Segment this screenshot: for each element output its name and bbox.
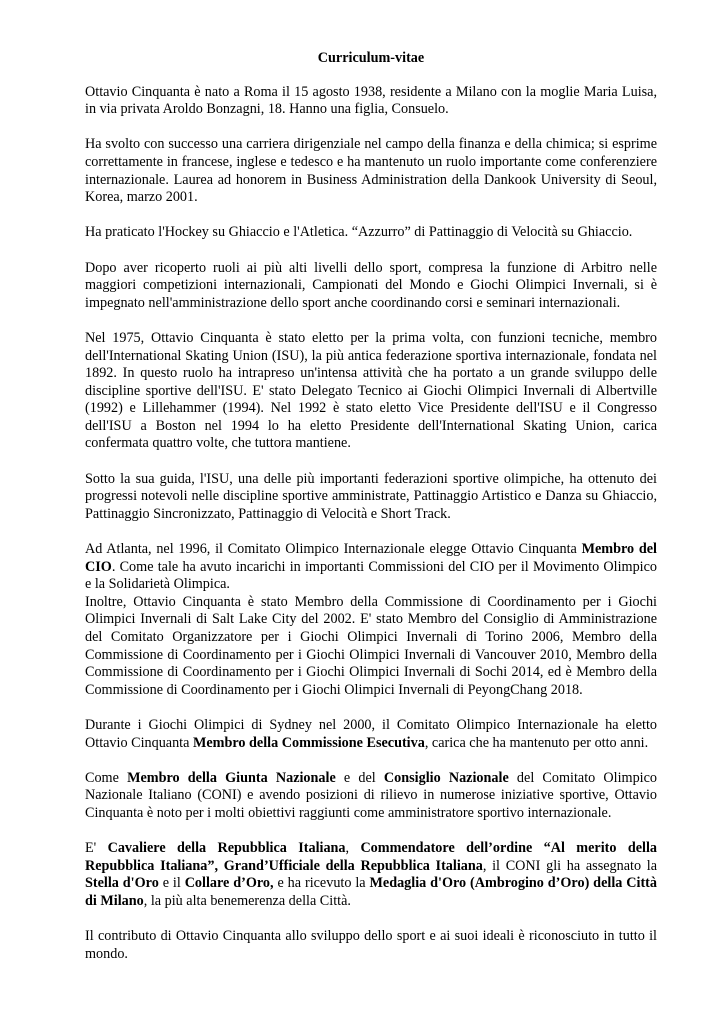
bold-text: Cavaliere della Repubblica Italiana bbox=[107, 840, 346, 857]
bold-text: Membro della Commissione Esecutiva bbox=[192, 734, 425, 751]
document-page bbox=[85, 50, 657, 981]
paragraph-sports-practiced: Ha praticato l'Hockey su Ghiaccio e l'Atletica. “Azzurro” di Pattinaggio di Velocità su Ghiaccio. bbox=[85, 224, 633, 241]
text-segment: E' bbox=[85, 840, 108, 857]
bold-text: Membro del CIO bbox=[85, 541, 657, 575]
bold-text: Consiglio Nazionale bbox=[383, 769, 509, 786]
text-segment: Durante i Giochi Olimpici di Sydney nel 2000, il Comitato Olimpico Internazionale ha eletto Ottavio Cinquanta bbox=[85, 716, 657, 751]
text-segment: , bbox=[345, 840, 361, 857]
text-segment: Come bbox=[85, 769, 128, 786]
text-segment: e del bbox=[335, 769, 384, 786]
text-segment: Ad Atlanta, nel 1996, il Comitato Olimpico Internazionale elegge Ottavio Cinquanta bbox=[85, 541, 582, 558]
text-segment: , il CONI gli ha assegnato la bbox=[482, 857, 657, 874]
bold-text: Membro della Giunta Nazionale bbox=[127, 769, 336, 786]
bold-text: Stella d'Oro bbox=[85, 875, 159, 892]
page-title: Curriculum-vitae bbox=[317, 50, 425, 66]
text-segment: del Comitato Olimpico Nazionale Italiano (CONI) e avendo posizioni di rilievo in numerose iniziative sportive, Ottavio Cinquanta è noto per i molti obiettivi raggiunti come amministratore sportivo internazionale. bbox=[85, 769, 657, 821]
text-segment: e il bbox=[158, 875, 185, 892]
paragraph-career: Ha svolto con successo una carriera dirigenziale nel campo della finanza e della chimica; si esprime correttamente in francese, inglese e tedesco e ha mantenuto un ruolo importante come conferenziere internazionale. Laurea ad honorem in Business Administration della Dankook University di Seoul, Korea, marzo 2001. bbox=[85, 136, 657, 206]
paragraph-isu: Nel 1975, Ottavio Cinquanta è stato eletto per la prima volta, con funzioni tecniche, membro dell'International Skating Union (ISU), la più antica federazione sportiva internazionale, fondata nel 1892. In questo ruolo ha intrapreso un'intensa attività che ha portato a un grande sviluppo delle discipline sportive dell'ISU. E' stato Delegato Tecnico ai Giochi Olimpici Invernali di Albertville (1992) e Lillehammer (1994). Nel 1992 è stato eletto Vice Presidente dell'ISU e il Congresso dell'ISU a Boston nel 1994 lo ha eletto Presidente dell'International Skating Union, carica confermata quattro volte, che tuttora mantiene. bbox=[85, 329, 657, 452]
text-segment: , la più alta benemerenza della Città. bbox=[143, 892, 351, 909]
paragraph-referee: Dopo aver ricoperto ruoli ai più alti livelli dello sport, compresa la funzione di Arbitro nelle maggiori competizioni internazionali, Campionati del Mondo e Giochi Olimpici Invernali, si è impegnato nell'amministrazione dello sport anche coordinando corsi e seminari internazionali. bbox=[85, 259, 657, 311]
text-segment: , carica che ha mantenuto per otto anni. bbox=[424, 734, 649, 751]
bold-text: Commendatore dell’ordine “Al merito della Repubblica Italiana”, Grand’Ufficiale della Repubblica Italiana bbox=[85, 840, 657, 874]
bold-text: Medaglia d'Oro (Ambrogino d’Oro) della Città di Milano bbox=[85, 875, 657, 909]
paragraph-coordination-commissions: Inoltre, Ottavio Cinquanta è stato Membro della Commissione di Coordinamento per i Giochi Olimpici Invernali di Salt Lake City del 2002. E' stato Membro del Consiglio di Amministrazione del Comitato Organizzatore per i Giochi Olimpici Invernali di Torino 2006, Membro della Commissione di Coordinamento per i Giochi Olimpici Invernali di Vancouver 2010, Membro della Commissione di Coordinamento per i Giochi Olimpici Invernali di Sochi 2014, ed è Membro della Commissione di Coordinamento per i Giochi Olimpici Invernali di PeyongChang 2018. bbox=[85, 593, 657, 698]
paragraph-coni bbox=[85, 770, 657, 823]
paragraph-ioc-member bbox=[85, 541, 657, 594]
text-segment: e ha ricevuto la bbox=[273, 875, 370, 892]
paragraph-contribution: Il contributo di Ottavio Cinquanta allo sviluppo dello sport e ai suoi ideali è riconosciuto in tutto il mondo. bbox=[85, 928, 657, 962]
paragraph-executive-board bbox=[85, 717, 657, 752]
text-segment: . Come tale ha avuto incarichi in importanti Commissioni del CIO per il Movimento Olimpico e la Solidarietà Olimpica. bbox=[85, 558, 657, 593]
paragraph-isu-progress: Sotto la sua guida, l'ISU, una delle più importanti federazioni sportive olimpiche, ha ottenuto dei progressi notevoli nelle discipline sportive amministrate, Pattinaggio Artistico e Danza su Ghiaccio, Pattinaggio Sincronizzato, Pattinaggio di Velocità e Short Track. bbox=[85, 470, 657, 522]
paragraph-honors bbox=[85, 840, 657, 910]
bold-text: Collare d’Oro, bbox=[184, 875, 274, 892]
paragraph-birth: Ottavio Cinquanta è nato a Roma il 15 agosto 1938, residente a Milano con la moglie Maria Luisa, in via privata Aroldo Bonzagni, 18. Hanno una figlia, Consuelo. bbox=[85, 83, 657, 118]
